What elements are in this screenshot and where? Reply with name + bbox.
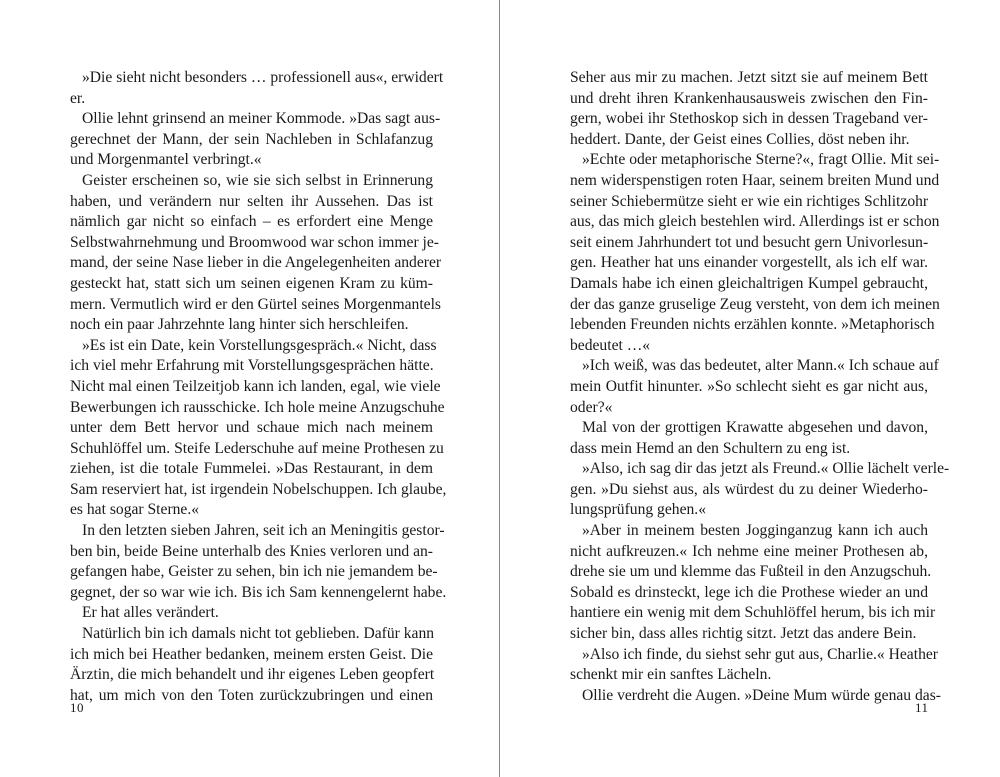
text-line: ich viel mehr Erfahrung mit Vorstellungsgesprächen hätte. [70, 357, 434, 375]
text-line: »Also, ich sag dir das jetzt als Freund.« Ollie lächelt verle- [582, 460, 950, 478]
text-line: »Aber in meinem besten Jogginganzug kann ich auch [582, 522, 928, 540]
text-line: mein Outfit hinunter. »So schlecht sieht es gar nicht aus, [570, 377, 928, 395]
text-line: gen. »Du siehst aus, als würdest du zu deiner Wiederho- [570, 480, 928, 498]
text-line: seit einem Jahrhundert tot und besucht gern Univorlesun- [570, 233, 929, 251]
left-page-text [70, 68, 447, 706]
text-line: gen. Heather hat uns einander vorgestellt, als ich elf war. [570, 254, 928, 272]
text-line: ich mich bei Heather bedanken, meinem ersten Geist. Die [70, 645, 433, 663]
text-line: seiner Schiebermütze sieht er wie ein richtiges Schlitzohr [570, 192, 929, 210]
text-line: nicht aufkreuzen.« Ich nehme eine meiner Prothesen ab, [570, 542, 928, 560]
text-line: bedeutet …« [570, 336, 651, 354]
text-line: Geister erscheinen so, wie sie sich selbst in Erinnerung [82, 171, 433, 189]
text-line: ziehen, ist die totale Fummelei. »Das Restaurant, in dem [70, 460, 433, 478]
text-line: und Morgenmantel verbringt.« [70, 151, 262, 169]
text-line: heddert. Dante, der Geist eines Collies, döst neben ihr. [570, 130, 910, 148]
text-line: dass mein Hemd an den Schultern zu eng ist. [570, 439, 851, 457]
text-line: lebenden Freunden nichts erzählen konnte. »Metaphorisch [570, 316, 935, 334]
text-line: »Echte oder metaphorische Sterne?«, fragt Ollie. Mit sei- [582, 151, 940, 169]
text-line: »Ich weiß, was das bedeutet, alter Mann.« Ich schaue auf [582, 357, 939, 375]
text-line: aus, das mich gleich bestehlen wird. Allerdings ist er schon [570, 213, 940, 231]
text-line: mand, der seine Nase lieber in die Angelegenheiten anderer [70, 254, 442, 272]
text-line: drehe sie um und klemme das Fußteil in den Anzugschuh. [570, 563, 932, 581]
text-line: Nicht mal einen Teilzeitjob kann ich landen, egal, wie viele [70, 377, 441, 395]
text-line: lungsprüfung gehen.« [570, 501, 706, 519]
text-line: »Also ich finde, du siehst sehr gut aus, Charlie.« Heather [582, 645, 938, 663]
text-line: »Die sieht nicht besonders … professionell aus«, erwidert [82, 69, 444, 86]
text-line: Sam reserviert hat, ist irgendein Nobelschuppen. Ich glaube, [70, 480, 447, 498]
text-line: gerechnet der Mann, der sein Nachleben in Schlafanzug [70, 130, 433, 148]
text-line: Er hat alles verändert. [82, 604, 219, 622]
text-line: gesteckt hat, statt sich um seinen eigenen Kram zu küm- [70, 274, 433, 292]
text-line: er. [70, 89, 86, 107]
text-line: unter dem Bett hervor und schaue mich nach meinem [70, 419, 433, 437]
text-line: nämlich gar nicht so einfach – es erfordert eine Menge [70, 213, 433, 231]
text-line: In den letzten sieben Jahren, seit ich an Meningitis gestor- [82, 522, 445, 540]
text-line: nem widerspenstigen roten Haar, seinem breiten Mund und [570, 171, 940, 189]
text-line: Ollie lehnt grinsend an meiner Kommode. »Das sagt aus- [82, 110, 441, 128]
text-line: gefangen habe, Geister zu sehen, bin ich nie jemandem be- [70, 563, 438, 581]
text-line: Seher aus mir zu machen. Jetzt sitzt sie auf meinem Bett [570, 69, 928, 86]
text-line: schenkt mir ein sanftes Lächeln. [570, 666, 772, 684]
text-line: und dreht ihren Krankenhausausweis zwischen den Fin- [570, 89, 928, 107]
text-line: gegnet, der so war wie ich. Bis ich Sam kennengelernt habe. [70, 583, 447, 601]
text-line: Bewerbungen ich rausschicke. Ich hole meine Anzugschuhe [70, 398, 445, 416]
text-line: oder?« [570, 398, 613, 416]
text-line: Selbstwahrnehmung und Broomwood war schon immer je- [70, 233, 439, 251]
right-page-number: 11 [915, 700, 929, 715]
text-line: Schuhlöffel um. Steife Lederschuhe auf meine Prothesen zu [70, 439, 444, 457]
left-page-number: 10 [70, 700, 84, 715]
text-line: hat, um mich von den Toten zurückzubringen und einen [70, 686, 433, 704]
text-line: sicher bin, dass alles richtig sitzt. Jetzt das andere Bein. [570, 625, 917, 643]
text-line: der das ganze gruselige Zeug versteht, von dem ich meinen [570, 295, 940, 313]
text-line: Ollie verdreht die Augen. »Deine Mum würde genau das- [582, 686, 941, 704]
right-page-text [570, 68, 950, 706]
text-line: noch ein paar Jahrzehnte lang hinter sich herschleifen. [70, 316, 409, 334]
text-line: gern, wobei ihr Stethoskop sich in dessen Trageband ver- [570, 110, 928, 128]
text-line: Sobald es drinsteckt, lege ich die Prothese wieder an und [570, 583, 928, 601]
text-line: ben bin, beide Beine unterhalb des Knies verloren und an- [70, 542, 433, 560]
text-line: hantiere ein wenig mit dem Schuhlöffel herum, bis ich mir [570, 604, 936, 622]
text-line: Damals habe ich einen gleichaltrigen Kumpel gebraucht, [570, 274, 928, 292]
text-line: es hat sogar Sterne.« [70, 501, 200, 519]
text-line: »Es ist ein Date, kein Vorstellungsgespräch.« Nicht, dass [82, 336, 437, 354]
text-line: Natürlich bin ich damals nicht tot geblieben. Dafür kann [82, 625, 435, 643]
text-line: Ärztin, die mich behandelt und ihr eigenes Leben geopfert [70, 666, 435, 684]
text-line: haben, und verändern nur selten ihr Aussehen. Das ist [70, 192, 433, 210]
right-page [500, 0, 1000, 777]
text-line: Mal von der grottigen Krawatte abgesehen und davon, [582, 419, 928, 437]
text-line: mern. Vermutlich wird er den Gürtel seines Morgenmantels [70, 295, 441, 313]
